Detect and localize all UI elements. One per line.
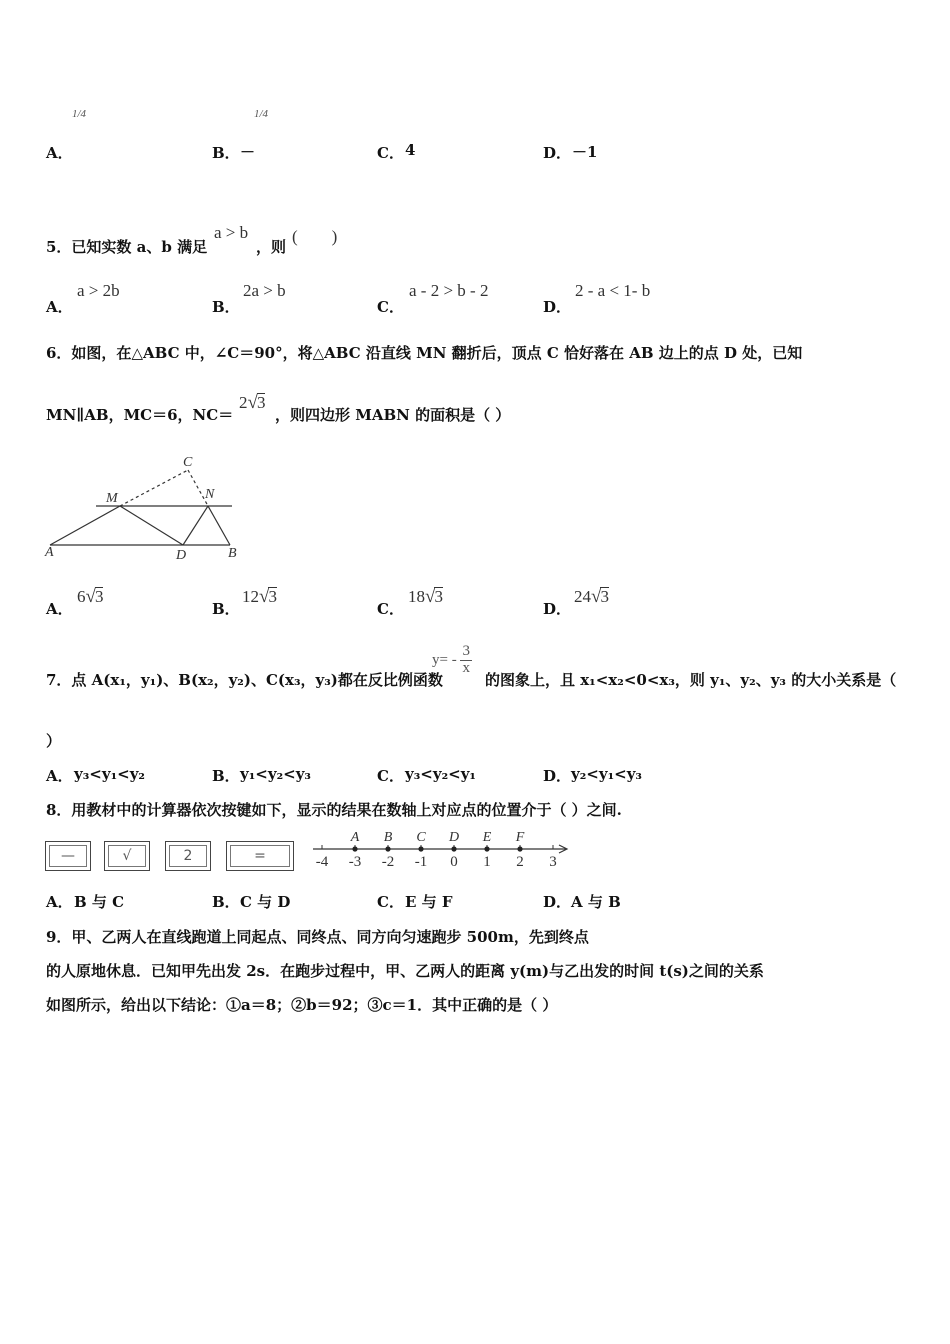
md-segment xyxy=(120,506,183,545)
q7-option-d-label: D． xyxy=(543,767,572,785)
q8-option-c-label: C． xyxy=(377,893,404,911)
q6-nc-radicand: 3 xyxy=(256,393,266,412)
number-line-point-label: C xyxy=(416,830,426,845)
q8-option-c-text: E 与 F xyxy=(405,893,453,911)
q7-func-numerator: 3 xyxy=(462,643,470,659)
q8-option-b-label: B． xyxy=(212,893,240,911)
q7-func-denominator: x xyxy=(462,659,470,676)
calc-key-sqrt-label: √ xyxy=(108,845,146,867)
axis-tick-label: -2 xyxy=(381,854,395,870)
q8-option-a-text: B 与 C xyxy=(74,893,125,911)
axis-tick-label: 1 xyxy=(483,854,491,870)
calc-key-2-label: 2 xyxy=(169,845,207,867)
q7-close-paren: ） xyxy=(46,732,62,750)
axis-tick-label: -3 xyxy=(348,854,362,870)
calc-key-minus-label: — xyxy=(49,845,87,867)
q6-nc-coef: 2 xyxy=(239,393,248,412)
number-line-point-label: A xyxy=(350,830,360,845)
q7-function xyxy=(432,644,472,677)
q4-option-c-text: 4 xyxy=(405,141,416,159)
q9-line3: 如图所示，给出以下结论：①a＝8；②b＝92；③c＝1．其中正确的是（ ） xyxy=(46,996,558,1014)
label-n: N xyxy=(205,487,215,502)
q7-option-a-text: y₃<y₁<y₂ xyxy=(74,765,145,783)
axis-tick-label: -4 xyxy=(315,854,329,870)
q7-option-b-text: y₁<y₂<y₃ xyxy=(240,765,311,783)
q7-func-fraction xyxy=(460,644,472,677)
axis-tick-label: -1 xyxy=(414,854,428,870)
calc-key-equals xyxy=(226,841,294,871)
q6-option-a-label: A． xyxy=(46,600,73,618)
q6-stem-line1: 6．如图，在△ABC 中，∠C＝90°，将△ABC 沿直线 MN 翻折后，顶点 C 恰好落在 AB 边上的点 D 处，已知 xyxy=(46,344,803,362)
q5-option-c-expr: a - 2 > b - 2 xyxy=(409,281,489,300)
axis-tick-label: 2 xyxy=(516,854,524,870)
number-line-point xyxy=(418,846,423,851)
mc-dashed xyxy=(120,470,188,506)
q6-option-c-rad: 3 xyxy=(434,587,443,606)
q5-answer-paren: ( ) xyxy=(292,227,338,246)
q8-option-d-text: A 与 B xyxy=(571,893,621,911)
calc-key-2 xyxy=(165,841,211,871)
q4-option-b-text: － xyxy=(240,143,256,161)
label-b: B xyxy=(228,546,237,561)
q7-option-c-text: y₃<y₂<y₁ xyxy=(405,765,476,783)
q5-option-b-label: B． xyxy=(212,298,240,316)
q6-option-b-label: B． xyxy=(212,600,240,618)
q6-option-a-value: 6√3 xyxy=(77,586,104,607)
q7-option-c-label: C． xyxy=(377,767,404,785)
axis-tick-label: 3 xyxy=(549,854,557,870)
q5-option-a-label: A． xyxy=(46,298,73,316)
q4-option-a-label: A． xyxy=(46,144,73,162)
q6-stem-line2-start: MN∥AB，MC＝6，NC＝ xyxy=(46,406,234,424)
q9-line2: 的人原地休息．已知甲先出发 2s．在跑步过程中，甲、乙两人的距离 y(m)与乙出发的时间 t(s)之间的关系 xyxy=(46,962,764,980)
am-segment xyxy=(50,506,120,545)
q6-option-b-rad: 3 xyxy=(268,587,277,606)
q7-stem-end: 的图象上，且 x₁<x₂<0<x₃，则 y₁、y₂、y₃ 的大小关系是（ xyxy=(485,671,897,689)
q6-option-c-coef: 18 xyxy=(408,587,425,606)
number-line-point xyxy=(451,846,456,851)
nb-segment xyxy=(208,506,230,545)
number-line-point xyxy=(385,846,390,851)
number-line-point xyxy=(352,846,357,851)
label-m: M xyxy=(106,491,118,506)
label-c: C xyxy=(183,455,193,470)
calc-key-minus xyxy=(45,841,91,871)
number-line-point-label: D xyxy=(448,830,460,845)
q4-option-d-label: D． xyxy=(543,144,572,162)
q6-option-d-label: D． xyxy=(543,600,572,618)
q4-option-a-fraction: 1/4 xyxy=(72,108,87,120)
dn-segment xyxy=(183,506,208,545)
q6-option-a-rad: 3 xyxy=(94,587,104,606)
q7-stem-start: 7．点 A(x₁，y₁)、B(x₂，y₂)、C(x₃，y₃)都在反比例函数 xyxy=(46,671,443,689)
q6-nc-value: 2√3 xyxy=(239,392,266,413)
q8-stem: 8．用教材中的计算器依次按键如下，显示的结果在数轴上对应点的位置介于（ ）之间. xyxy=(46,801,622,819)
q6-option-c-label: C． xyxy=(377,600,404,618)
calc-key-sqrt xyxy=(104,841,150,871)
q6-option-d-rad: 3 xyxy=(600,587,609,606)
q5-stem: 5．已知实数 a、b 满足 xyxy=(46,238,208,256)
q7-option-a-label: A． xyxy=(46,767,73,785)
q8-number-line xyxy=(308,825,573,875)
q5-option-a-expr: a > 2b xyxy=(77,281,120,300)
calc-key-equals-label: = xyxy=(230,845,290,867)
q5-option-c-label: C． xyxy=(377,298,404,316)
q7-option-b-label: B． xyxy=(212,767,240,785)
q6-option-a-coef: 6 xyxy=(77,587,86,606)
axis-tick-label: 0 xyxy=(450,854,458,870)
q5-option-d-expr: 2 - a < 1- b xyxy=(575,281,651,300)
q7-option-d-text: y₂<y₁<y₃ xyxy=(571,765,642,783)
q6-triangle-figure xyxy=(40,450,250,565)
number-line-point xyxy=(484,846,489,851)
q4-option-c-label: C． xyxy=(377,144,404,162)
q5-option-b-expr: 2a > b xyxy=(243,281,286,300)
q6-option-d-value: 24√3 xyxy=(574,586,609,607)
q7-func-prefix: y= - xyxy=(432,651,457,668)
q6-option-b-value: 12√3 xyxy=(242,586,277,607)
q4-option-b-fraction: 1/4 xyxy=(254,108,269,120)
q6-stem-line2-end: ，则四边形 MABN 的面积是（ ） xyxy=(275,406,511,424)
number-line-point-label: B xyxy=(383,830,393,845)
q9-line1: 9．甲、乙两人在直线跑道上同起点、同终点、同方向匀速跑步 500m，先到终点 xyxy=(46,928,589,946)
q8-option-a-label: A． xyxy=(46,893,73,911)
label-d: D xyxy=(176,548,187,563)
q6-option-b-coef: 12 xyxy=(242,587,259,606)
number-line-point-label: F xyxy=(515,830,525,845)
q5-stem-end: ，则 xyxy=(256,238,287,256)
q4-option-b-label: B． xyxy=(212,144,240,162)
number-line-point-label: E xyxy=(482,830,492,845)
q6-option-d-coef: 24 xyxy=(574,587,591,606)
q5-condition: a > b xyxy=(214,223,249,242)
q8-option-b-text: C 与 D xyxy=(240,893,291,911)
q8-option-d-label: D． xyxy=(543,893,572,911)
q6-option-c-value: 18√3 xyxy=(408,586,443,607)
q4-option-d-text: －1 xyxy=(572,143,598,161)
number-line-point xyxy=(517,846,522,851)
label-a: A xyxy=(45,545,54,560)
q5-option-d-label: D． xyxy=(543,298,572,316)
